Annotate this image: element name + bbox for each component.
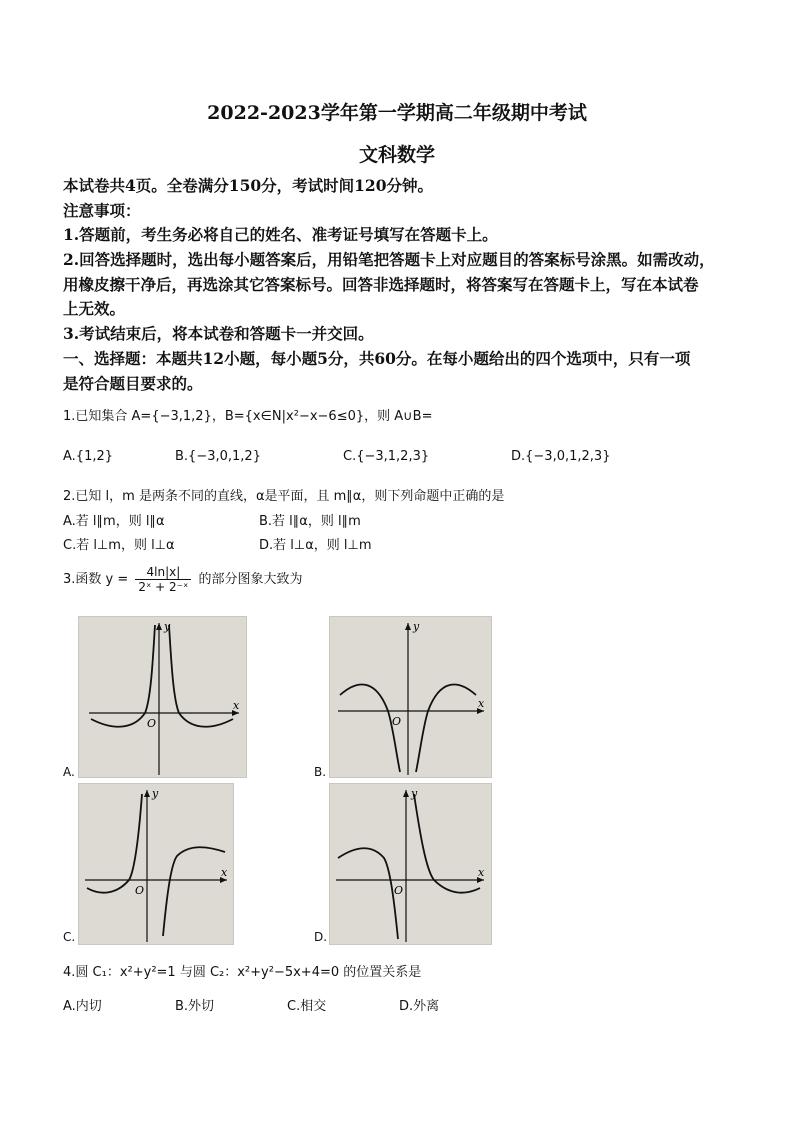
graph-c-label: C. xyxy=(63,930,76,944)
notice-item-1: 1.答题前，考生务必将自己的姓名、准考证号填写在答题卡上。 xyxy=(63,225,498,244)
q1-option-b: B.{−3,0,1,2} xyxy=(175,449,261,464)
graph-c-plot xyxy=(79,784,233,944)
graph-b-plot xyxy=(330,617,491,777)
graph-b xyxy=(329,616,492,778)
graph-d xyxy=(329,783,492,945)
q2-option-b: B.若 l∥α，则 l∥m xyxy=(259,514,361,529)
graph-b-y-label: y xyxy=(413,620,420,633)
graph-a-origin: O xyxy=(147,717,157,730)
exam-subject: 文科数学 xyxy=(358,144,435,166)
notice-item-2-line-1: 2.回答选择题时，选出每小题答案后，用铅笔把答题卡上对应题目的答案标号涂黑。如需改动， xyxy=(63,250,715,269)
q3-stem-suffix: 的部分图象大致为 xyxy=(198,572,303,587)
q3-fraction xyxy=(135,565,191,594)
graph-d-x-label: x xyxy=(478,866,485,879)
graph-d-y-label: y xyxy=(411,787,418,800)
graph-c-origin: O xyxy=(135,884,145,897)
q3-denominator: 2ˣ + 2⁻ˣ xyxy=(138,580,189,594)
q4-option-b: B.外切 xyxy=(175,999,215,1014)
graph-c-y-label: y xyxy=(152,787,159,800)
instructions-intro: 本试卷共4页。全卷满分150分，考试时间120分钟。 xyxy=(63,176,433,195)
exam-title: 2022-2023学年第一学期高二年级期中考试 xyxy=(207,102,587,124)
notice-item-2-line-3: 上无效。 xyxy=(63,299,126,318)
notice-title: 注意事项： xyxy=(63,201,141,220)
q3-stem-prefix: 3.函数 y = xyxy=(63,572,129,587)
graph-a-label: A. xyxy=(63,765,75,779)
q3-numerator: 4ln|x| xyxy=(135,565,191,580)
section-heading-line-1: 一、选择题：本题共12小题，每小题5分，共60分。在每小题给出的四个选项中，只有一项 xyxy=(63,349,691,368)
notice-item-3: 3.考试结束后，将本试卷和答题卡一并交回。 xyxy=(63,324,374,343)
q4-option-c: C.相交 xyxy=(287,999,327,1014)
q1-option-d: D.{−3,0,1,2,3} xyxy=(511,449,611,464)
q2-stem: 2.已知 l，m 是两条不同的直线，α是平面，且 m∥α，则下列命题中正确的是 xyxy=(63,489,505,504)
q4-option-d: D.外离 xyxy=(399,999,440,1014)
q2-option-d: D.若 l⊥α，则 l⊥m xyxy=(259,538,372,553)
graph-b-x-label: x xyxy=(478,697,485,710)
q1-option-a: A.{1,2} xyxy=(63,449,114,464)
graph-a xyxy=(78,616,247,778)
q3-stem xyxy=(63,565,303,594)
graph-a-x-label: x xyxy=(233,699,240,712)
graph-a-y-label: y xyxy=(164,620,171,633)
graph-c-x-label: x xyxy=(221,866,228,879)
q2-option-a: A.若 l∥m，则 l∥α xyxy=(63,514,165,529)
q1-stem: 1.已知集合 A={−3,1,2}，B={x∈N|x²−x−6≤0}，则 A∪B= xyxy=(63,409,433,424)
notice-item-2-line-2: 用橡皮擦干净后，再选涂其它答案标号。回答非选择题时，将答案写在答题卡上，写在本试卷 xyxy=(63,275,699,294)
section-heading-line-2: 是符合题目要求的。 xyxy=(63,374,203,393)
graph-b-origin: O xyxy=(392,715,402,728)
q4-option-a: A.内切 xyxy=(63,999,102,1014)
graph-a-plot xyxy=(79,617,246,777)
graph-b-label: B. xyxy=(314,765,327,779)
q2-option-c: C.若 l⊥m，则 l⊥α xyxy=(63,538,175,553)
graph-d-label: D. xyxy=(314,930,328,944)
graph-d-origin: O xyxy=(394,884,404,897)
q4-stem: 4.圆 C₁：x²+y²=1 与圆 C₂：x²+y²−5x+4=0 的位置关系是 xyxy=(63,965,422,980)
q1-option-c: C.{−3,1,2,3} xyxy=(343,449,430,464)
graph-d-plot xyxy=(330,784,491,944)
graph-c xyxy=(78,783,234,945)
